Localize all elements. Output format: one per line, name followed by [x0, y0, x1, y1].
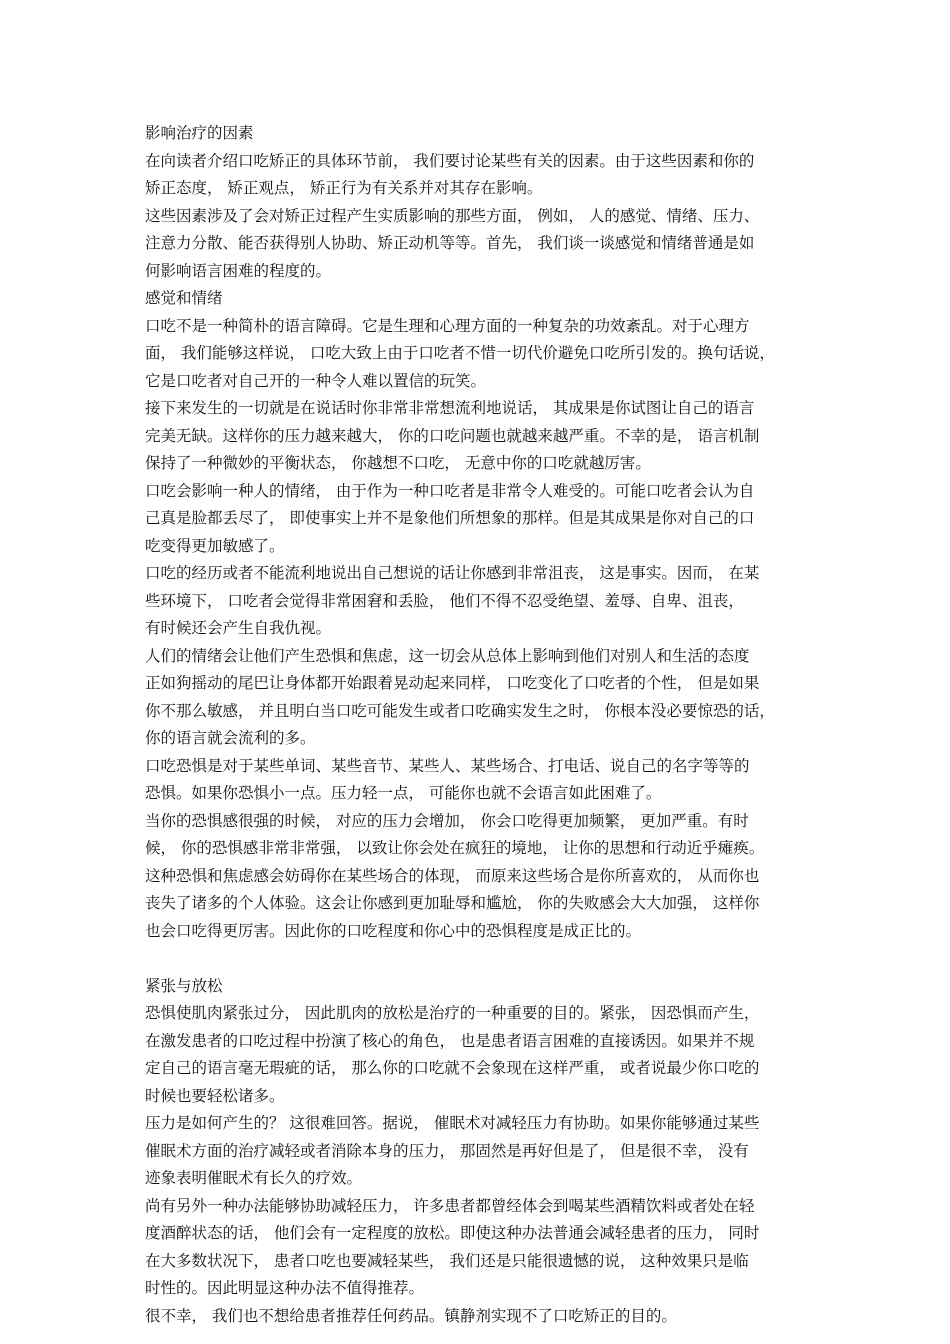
section-heading: 紧张与放松 [145, 976, 223, 995]
text-line: 这些因素涉及了会对矫正过程产生实质影响的那些方面， 例如， 人的感觉、情绪、压力、 [145, 206, 760, 225]
text-line: 何影响语言困难的程度的。 [145, 261, 332, 280]
text-line: 候， 你的恐惧感非常非常强， 以致让你会处在疯狂的境地， 让你的思想和行动近乎瘫痪。 [145, 839, 765, 857]
text-line: 有时候还会产生自我仇视。 [145, 619, 332, 637]
text-line: 吃变得更加敏感了。 [145, 536, 285, 555]
text-line: 口吃不是一种简朴的语言障碍。它是生理和心理方面的一种复杂的功效紊乱。对于心理方 [145, 316, 750, 335]
text-line: 矫正态度， 矫正观点， 矫正行为有关系并对其存在影响。 [145, 179, 543, 197]
text-line: 保持了一种微妙的平衡状态， 你越想不口吃， 无意中你的口吃就越厉害。 [145, 454, 651, 472]
text-line: 在向读者介绍口吃矫正的具体环节前， 我们要讨论某些有关的因素。由于这些因素和你的 [145, 151, 755, 170]
text-line: 人们的情绪会让他们产生恐惧和焦虑，这一切会从总体上影响到他们对别人和生活的态度 [145, 646, 750, 665]
section-heading: 感觉和情绪 [145, 289, 223, 307]
text-line: 也会口吃得更厉害。因此你的口吃程度和你心中的恐惧程度是成正比的。 [145, 921, 642, 940]
text-line: 注意力分散、能否获得别人协助、矫正动机等等。首先， 我们谈一谈感觉和情绪普通是如 [145, 234, 755, 252]
text-line: 你不那么敏感， 并且明白当口吃可能发生或者口吃确实发生之时， 你根本没必要惊恐的话， [145, 701, 775, 720]
text-line: 面， 我们能够这样说， 口吃大致上由于口吃者不惜一切代价避免口吃所引发的。换句话说， [145, 344, 775, 362]
text-line: 完美无缺。这样你的压力越来越大， 你的口吃问题也就越来越严重。不幸的是， 语言机制 [145, 426, 760, 445]
text-line: 当你的恐惧感很强的时候， 对应的压力会增加， 你会口吃得更加频繁， 更加严重。有时 [145, 811, 749, 830]
text-line: 在激发患者的口吃过程中扮演了核心的角色， 也是患者语言困难的直接诱因。如果并不规 [145, 1031, 755, 1050]
text-line: 恐惧使肌肉紧张过分， 因此肌肉的放松是治疗的一种重要的目的。紧张， 因恐惧而产生， [145, 1004, 760, 1022]
text-line: 恐惧。如果你恐惧小一点。压力轻一点， 可能你也就不会语言如此困难了。 [145, 784, 662, 802]
text-line: 己真是脸都丢尽了， 即使事实上并不是象他们所想象的那样。但是其成果是你对自己的口 [145, 509, 755, 527]
text-line: 时性的。因此明显这种办法不值得推荐。 [145, 1279, 425, 1297]
text-line: 你的语言就会流利的多。 [145, 729, 316, 747]
text-line: 很不幸， 我们也不想给患者推荐任何药品。镇静剂实现不了口吃矫正的目的。 [145, 1306, 677, 1325]
text-line: 口吃的经历或者不能流利地说出自己想说的话让你感到非常沮丧， 这是事实。因而， 在某 [145, 564, 760, 582]
text-line: 正如狗摇动的尾巴让身体都开始跟着晃动起来同样， 口吃变化了口吃者的个性， 但是如果 [145, 674, 760, 692]
text-line: 定自己的语言毫无瑕疵的话， 那么你的口吃就不会象现在这样严重， 或者说最少你口吃的 [145, 1059, 760, 1077]
text-line: 丧失了诸多的个人体验。这会让你感到更加耻辱和尴尬， 你的失败感会大大加强， 这样你 [145, 894, 760, 912]
blank-line [145, 945, 815, 973]
text-line: 这种恐惧和焦虑感会妨碍你在某些场合的体现， 而原来这些场合是你所喜欢的， 从而你也 [145, 866, 760, 885]
text-line: 尚有另外一种办法能够协助减轻压力， 许多患者都曾经体会到喝某些酒精饮料或者处在轻 [145, 1196, 755, 1215]
text-line: 催眠术方面的治疗减轻或者消除本身的压力， 那固然是再好但是了， 但是很不幸， 没有 [145, 1141, 749, 1160]
text-line: 口吃恐惧是对于某些单词、某些音节、某些人、某些场合、打电话、说自己的名字等等的 [145, 756, 750, 775]
text-line: 在大多数状况下， 患者口吃也要减轻某些， 我们还是只能很遗憾的说， 这种效果只是临 [145, 1251, 749, 1270]
text-line: 它是口吃者对自己开的一种令人难以置信的玩笑。 [145, 371, 487, 390]
document-page [145, 120, 815, 1330]
text-line: 压力是如何产生的？ 这很难回答。据说， 催眠术对减轻压力有协助。如果你能够通过某些 [145, 1114, 760, 1132]
text-line: 时候也要轻松诸多。 [145, 1086, 285, 1105]
text-line: 接下来发生的一切就是在说话时你非常非常想流利地说话， 其成果是你试图让自己的语言 [145, 399, 755, 417]
text-line: 迹象表明催眠术有长久的疗效。 [145, 1169, 363, 1187]
text-line: 些环境下， 口吃者会觉得非常困窘和丢脸， 他们不得不忍受绝望、羞辱、自卑、沮丧， [145, 591, 744, 610]
text-line: 口吃会影响一种人的情绪， 由于作为一种口吃者是非常令人难受的。可能口吃者会认为自 [145, 481, 755, 500]
text-line: 度酒醉状态的话， 他们会有一定程度的放松。即使这种办法普通会减轻患者的压力， 同时 [145, 1224, 760, 1242]
section-heading: 影响治疗的因素 [145, 124, 254, 142]
